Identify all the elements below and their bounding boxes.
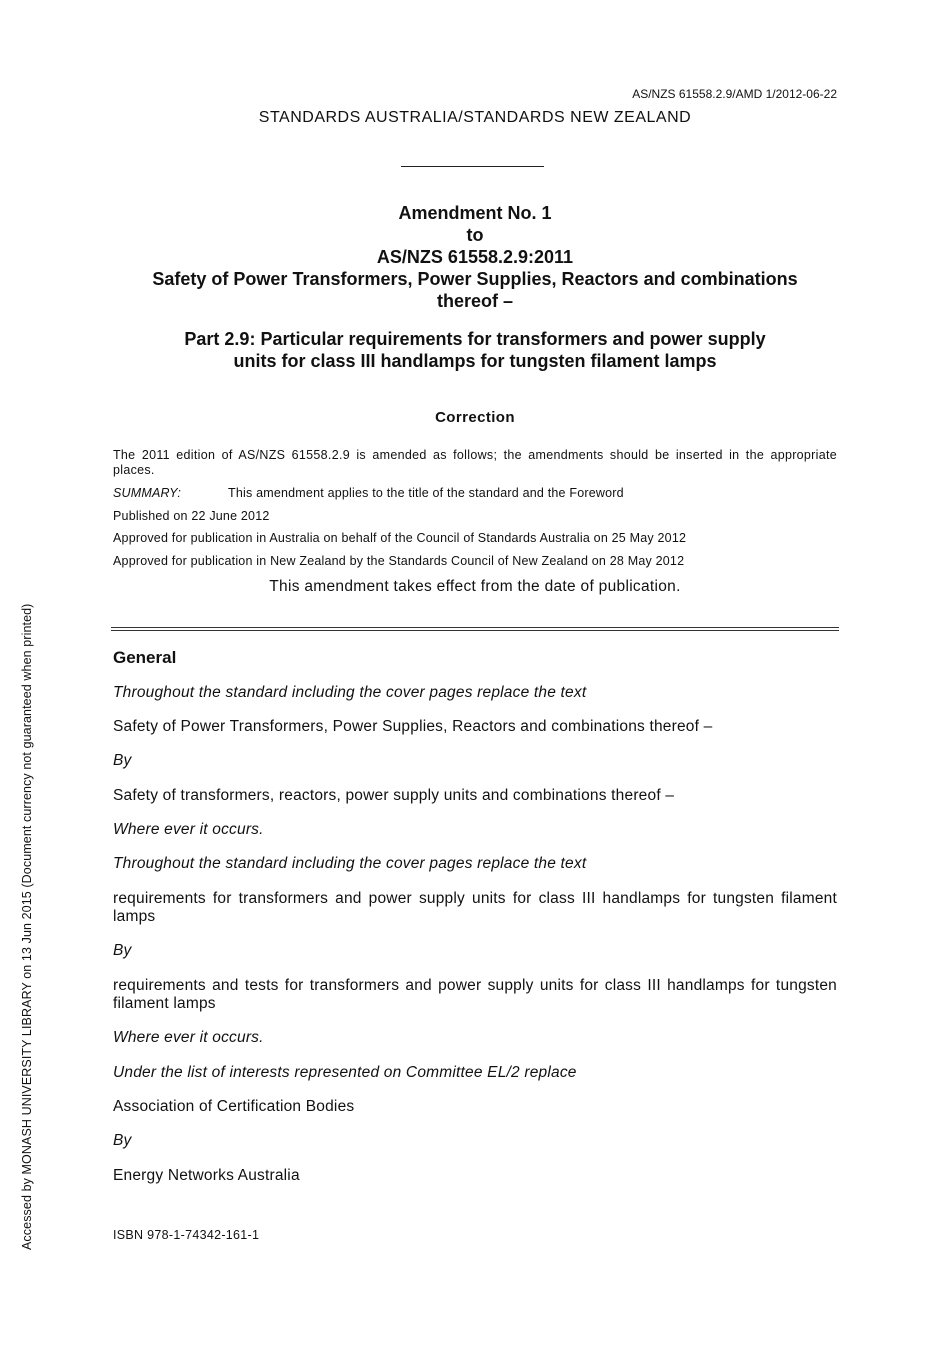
standard-title-line-2: thereof – [436, 291, 514, 311]
part-title-line-1: Part 2.9: Particular requirements for transformers and power supply [184, 329, 766, 349]
organization-name: STANDARDS AUSTRALIA/STANDARDS NEW ZEALAND [258, 109, 692, 126]
part-title-line-2: units for class III handlamps for tungsten filament lamps [233, 351, 717, 371]
new-title-text: Safety of transformers, reactors, power supply units and combinations thereof – [113, 787, 675, 804]
summary-label: SUMMARY: [113, 486, 182, 500]
summary-line [113, 486, 624, 500]
document-reference: AS/NZS 61558.2.9/AMD 1/2012-06-22 [632, 87, 837, 101]
instruction-committee: Under the list of interests represented on Committee EL/2 replace [113, 1064, 577, 1081]
intro-paragraph: The 2011 edition of AS/NZS 61558.2.9 is amended as follows; the amendments should be inserted in the appropriate places. [113, 448, 837, 477]
isbn: ISBN 978-1-74342-161-1 [113, 1228, 260, 1242]
instruction-replace-1: Throughout the standard including the cover pages replace the text [113, 684, 587, 701]
by-label-3: By [113, 1132, 132, 1149]
new-committee-member: Energy Networks Australia [113, 1167, 300, 1184]
amendment-to: to [466, 225, 484, 245]
amendment-number: Amendment No. 1 [398, 203, 552, 223]
standard-title-line-1: Safety of Power Transformers, Power Supplies, Reactors and combinations [152, 269, 798, 289]
header-divider [401, 166, 544, 167]
correction-heading: Correction [435, 409, 515, 426]
new-part-text: requirements and tests for transformers and power supply units for class III handlamps for tungsten filament lamps [113, 977, 837, 1012]
summary-text: This amendment applies to the title of the standard and the Foreword [228, 486, 624, 500]
amendment-title [110, 202, 840, 312]
by-label-1: By [113, 752, 132, 769]
where-ever-1: Where ever it occurs. [113, 821, 264, 838]
published-date: Published on 22 June 2012 [113, 509, 270, 523]
old-title-text: Safety of Power Transformers, Power Supplies, Reactors and combinations thereof – [113, 718, 713, 735]
access-watermark: Accessed by MONASH UNIVERSITY LIBRARY on 13 Jun 2015 (Document currency not guaranteed when printed) [20, 603, 34, 1250]
section-divider [111, 627, 839, 631]
standard-number: AS/NZS 61558.2.9:2011 [376, 247, 574, 267]
part-title [110, 328, 840, 372]
old-committee-member: Association of Certification Bodies [113, 1098, 355, 1115]
effect-statement: This amendment takes effect from the date of publication. [269, 578, 681, 595]
old-part-text: requirements for transformers and power supply units for class III handlamps for tungsten filament lamps [113, 890, 837, 925]
where-ever-2: Where ever it occurs. [113, 1029, 264, 1046]
general-heading: General [113, 648, 177, 667]
approval-new-zealand: Approved for publication in New Zealand by the Standards Council of New Zealand on 28 May 2012 [113, 554, 685, 568]
approval-australia: Approved for publication in Australia on behalf of the Council of Standards Australia on 25 May 2012 [113, 531, 687, 545]
instruction-replace-2: Throughout the standard including the cover pages replace the text [113, 855, 587, 872]
by-label-2: By [113, 942, 132, 959]
